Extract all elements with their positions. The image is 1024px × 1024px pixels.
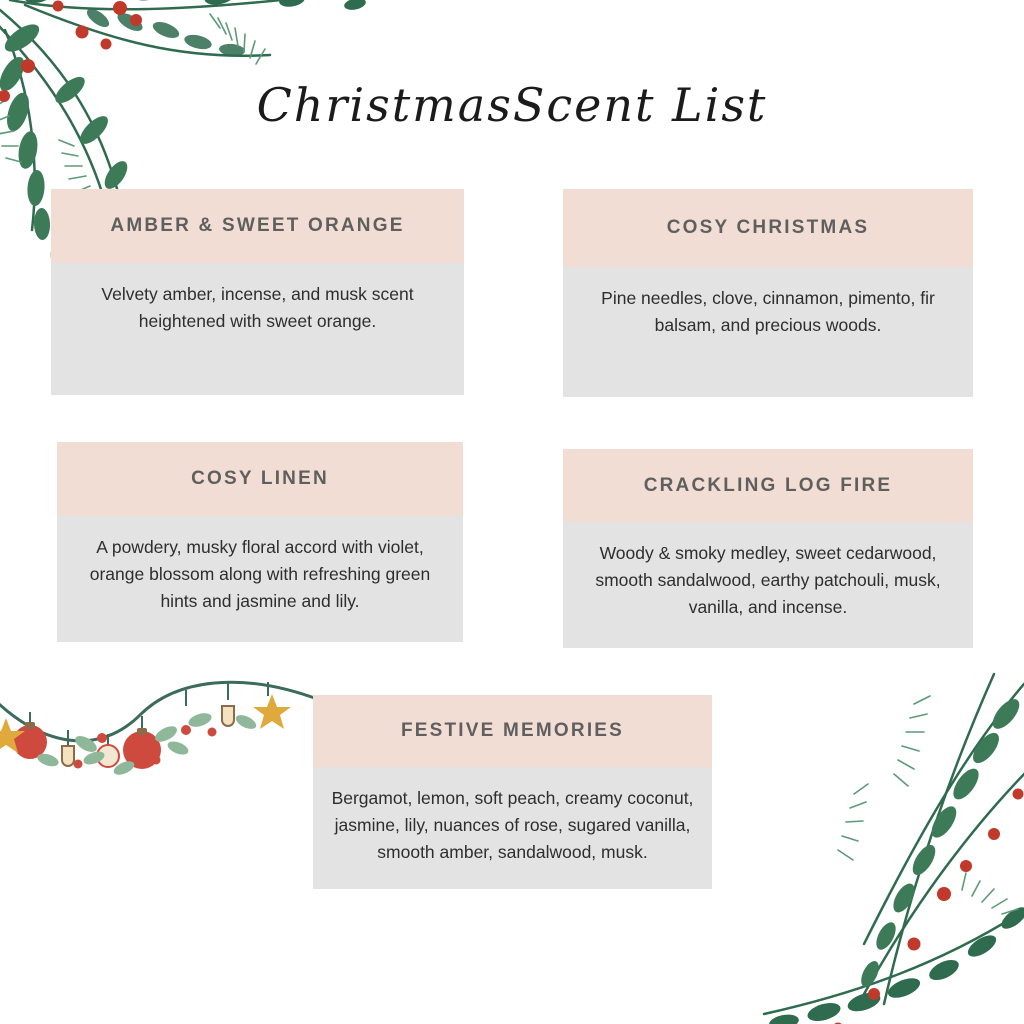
scent-card-festive-memories bbox=[313, 695, 712, 889]
scent-card-cosy-linen bbox=[57, 442, 463, 642]
page-title: ChristmasScent List bbox=[256, 78, 768, 132]
scent-card-title: AMBER & SWEET ORANGE bbox=[51, 189, 464, 263]
ornament-garland-icon bbox=[0, 660, 320, 830]
scent-card-description: Velvety amber, incense, and musk scent heightened with sweet orange. bbox=[51, 263, 464, 395]
scent-card-description: Pine needles, clove, cinnamon, pimento, fir balsam, and precious woods. bbox=[563, 267, 973, 397]
scent-card-title: COSY LINEN bbox=[57, 442, 463, 516]
scent-card-amber-sweet-orange bbox=[51, 189, 464, 395]
scent-card-crackling-log-fire bbox=[563, 449, 973, 648]
scent-card-title: FESTIVE MEMORIES bbox=[313, 695, 712, 767]
scent-card-cosy-christmas bbox=[563, 189, 973, 397]
scent-card-description: Bergamot, lemon, soft peach, creamy coconut, jasmine, lily, nuances of rose, sugared vanilla, smooth amber, sandalwood, musk. bbox=[313, 767, 712, 889]
scent-card-description: Woody & smoky medley, sweet cedarwood, smooth sandalwood, earthy patchouli, musk, vanilla, and incense. bbox=[563, 522, 973, 648]
scent-card-title: CRACKLING LOG FIRE bbox=[563, 449, 973, 522]
scent-card-title: COSY CHRISTMAS bbox=[563, 189, 973, 267]
scent-card-description: A powdery, musky floral accord with violet, orange blossom along with refreshing green hints and jasmine and lily. bbox=[57, 516, 463, 642]
